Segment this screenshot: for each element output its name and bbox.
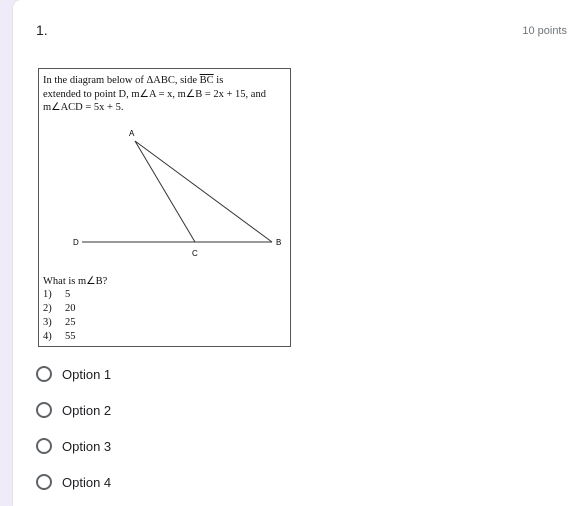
prompt-text-3: m∠ACD = 5x + 5.: [43, 102, 124, 113]
label-a: A: [129, 129, 135, 138]
radio-button-icon[interactable]: [36, 402, 52, 418]
option-1-label: Option 1: [62, 366, 112, 382]
option-4-label: Option 4: [62, 474, 112, 490]
option-4[interactable]: [36, 472, 111, 492]
question-ask: What is m∠B?: [43, 276, 108, 287]
choice-4: 4) 55: [43, 331, 76, 342]
label-c: C: [192, 249, 198, 258]
prompt-text-2: extended to point D, m∠A = x, m∠B = 2x + 15, and: [43, 88, 266, 100]
option-3-label: Option 3: [62, 438, 112, 454]
line-ac: [135, 141, 195, 242]
prompt-segment-bc: $\overline{BC}$: [199, 75, 214, 86]
choice-3: 3) 25: [43, 317, 76, 328]
option-3[interactable]: [36, 436, 111, 456]
radio-button-icon[interactable]: [36, 366, 52, 382]
question-choices: [43, 288, 76, 344]
label-d: D: [73, 238, 79, 247]
question-image: [38, 68, 291, 347]
question-card: [13, 0, 588, 506]
question-points: 10 points: [522, 25, 567, 37]
choice-2: 2) 20: [43, 303, 76, 314]
prompt-text-1-end: is: [216, 75, 224, 86]
line-ab: [135, 141, 272, 242]
label-b: B: [276, 238, 282, 247]
option-2-label: Option 2: [62, 402, 112, 418]
question-prompt: [43, 74, 287, 115]
option-1[interactable]: [36, 364, 111, 384]
option-2[interactable]: [36, 400, 111, 420]
choice-1: 1) 5: [43, 289, 71, 300]
prompt-text-1: In the diagram below of ΔABC, side: [43, 75, 198, 86]
radio-button-icon[interactable]: [36, 438, 52, 454]
radio-button-icon[interactable]: [36, 474, 52, 490]
question-number: 1.: [36, 22, 48, 38]
triangle-diagram: [39, 124, 290, 274]
